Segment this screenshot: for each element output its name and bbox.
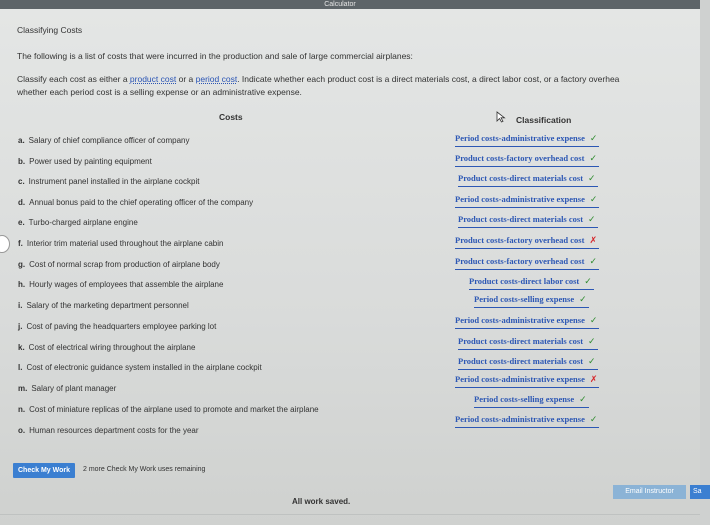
- save-submit-button[interactable]: Sa: [690, 485, 710, 499]
- cost-row-label: [18, 363, 262, 372]
- remaining-attempts-text: 2 more Check My Work uses remaining: [83, 466, 206, 473]
- collapse-panel-handle[interactable]: [0, 235, 10, 253]
- page-title: Classifying Costs: [17, 25, 83, 35]
- checkmark-icon: ✓: [589, 154, 597, 164]
- cost-row-label: [18, 280, 223, 289]
- checkmark-icon: ✓: [589, 316, 598, 326]
- classification-dropdown[interactable]: [455, 194, 599, 208]
- row-cost-text: Cost of miniature replicas of the airplane used to promote and market the airplane: [29, 405, 319, 414]
- cost-row-label: [18, 157, 152, 166]
- classification-value: Period costs-administrative expense: [455, 374, 585, 384]
- row-letter: i.: [18, 301, 23, 310]
- classification-value: Product costs-direct materials cost: [458, 214, 584, 224]
- row-letter: g.: [18, 260, 26, 269]
- classification-value: Period costs-administrative expense: [455, 414, 585, 424]
- classification-dropdown[interactable]: [455, 256, 599, 270]
- classification-dropdown[interactable]: [455, 315, 599, 329]
- classification-value: Period costs-selling expense: [474, 294, 575, 304]
- row-letter: h.: [18, 280, 26, 289]
- cost-row-label: [18, 198, 253, 207]
- classification-dropdown[interactable]: [469, 276, 594, 290]
- checkmark-icon: ✓: [584, 277, 592, 287]
- checkmark-icon: ✓: [588, 215, 596, 225]
- classification-dropdown[interactable]: [455, 235, 599, 249]
- row-letter: n.: [18, 405, 26, 414]
- email-instructor-button[interactable]: Email Instructor: [613, 485, 686, 499]
- classification-value: Period costs-selling expense: [474, 394, 575, 404]
- product-cost-term-link[interactable]: product cost: [129, 74, 177, 84]
- row-cost-text: Turbo-charged airplane engine: [28, 218, 138, 227]
- classification-value: Product costs-direct materials cost: [458, 173, 584, 183]
- row-cost-text: Hourly wages of employees that assemble the airplane: [29, 280, 224, 289]
- row-cost-text: Salary of chief compliance officer of company: [28, 136, 190, 145]
- mouse-cursor-icon: [496, 111, 506, 123]
- instructions-line1-post: . Indicate whether each product cost is a direct materials cost, a direct labor cost, or a factory overhea: [237, 74, 620, 84]
- row-letter: m.: [18, 384, 28, 393]
- assignment-page: [0, 9, 700, 525]
- classification-dropdown[interactable]: [458, 173, 598, 187]
- cost-row-label: [18, 343, 195, 352]
- cost-row-label: [18, 260, 220, 269]
- checkmark-icon: ✓: [588, 174, 596, 184]
- checkmark-icon: ✓: [589, 134, 598, 144]
- row-cost-text: Cost of electronic guidance system installed in the airplane cockpit: [26, 363, 262, 372]
- classification-value: Product costs-direct materials cost: [458, 356, 584, 366]
- footer-divider: [0, 514, 700, 515]
- cost-row-label: [18, 384, 116, 393]
- row-cost-text: Cost of paving the headquarters employee parking lot: [26, 322, 217, 331]
- row-cost-text: Cost of electrical wiring throughout the airplane: [28, 343, 196, 352]
- instructions-line2: whether each period cost is a selling expense or an administrative expense.: [17, 87, 302, 97]
- row-letter: d.: [18, 198, 26, 207]
- classification-value: Product costs-factory overhead cost: [455, 153, 585, 163]
- classification-dropdown[interactable]: [455, 374, 599, 388]
- row-letter: l.: [18, 363, 23, 372]
- cost-row-label: [18, 177, 199, 186]
- classification-value: Period costs-administrative expense: [455, 133, 585, 143]
- x-mark-icon: ✗: [589, 236, 597, 246]
- classification-column-header: Classification: [516, 115, 572, 125]
- classification-value: Period costs-administrative expense: [455, 315, 585, 325]
- row-letter: f.: [18, 239, 23, 248]
- classification-value: Product costs-factory overhead cost: [455, 235, 585, 245]
- classification-dropdown[interactable]: [455, 133, 599, 147]
- row-cost-text: Interior trim material used throughout the airplane cabin: [26, 239, 224, 248]
- checkmark-icon: ✓: [589, 257, 597, 267]
- row-letter: b.: [18, 157, 26, 166]
- cost-row-label: [18, 426, 199, 435]
- cost-row-label: [18, 136, 190, 145]
- row-cost-text: Salary of plant manager: [31, 384, 117, 393]
- classification-dropdown[interactable]: [474, 394, 589, 408]
- cost-row-label: [18, 322, 216, 331]
- checkmark-icon: ✓: [579, 295, 587, 305]
- row-cost-text: Cost of normal scrap from production of airplane body: [29, 260, 220, 269]
- row-letter: k.: [18, 343, 25, 352]
- classification-value: Product costs-direct materials cost: [458, 336, 584, 346]
- row-letter: c.: [18, 177, 25, 186]
- classification-value: Period costs-administrative expense: [455, 194, 585, 204]
- row-letter: j.: [18, 322, 23, 331]
- row-cost-text: Instrument panel installed in the airplane cockpit: [28, 177, 200, 186]
- save-status: All work saved.: [292, 497, 351, 506]
- classification-dropdown[interactable]: [458, 356, 598, 370]
- row-letter: a.: [18, 136, 25, 145]
- classification-dropdown[interactable]: [458, 336, 598, 350]
- classification-dropdown[interactable]: [458, 214, 598, 228]
- intro-text: The following is a list of costs that were incurred in the production and sale of large commercial airplanes:: [17, 51, 413, 61]
- x-mark-icon: ✗: [589, 375, 598, 385]
- row-letter: o.: [18, 426, 26, 435]
- classification-dropdown[interactable]: [455, 414, 599, 428]
- checkmark-icon: ✓: [588, 357, 596, 367]
- costs-column-header: Costs: [219, 112, 243, 122]
- row-letter: e.: [18, 218, 25, 227]
- classification-value: Product costs-direct labor cost: [469, 276, 580, 286]
- instructions-line1-pre: Classify each cost as either a: [17, 74, 130, 84]
- classification-value: Product costs-factory overhead cost: [455, 256, 585, 266]
- instructions-line1-mid: or a: [176, 74, 196, 84]
- cost-row-label: [18, 405, 319, 414]
- row-cost-text: Human resources department costs for the year: [29, 426, 199, 435]
- checkmark-icon: ✓: [589, 195, 598, 205]
- cost-row-label: [18, 301, 189, 310]
- cost-row-label: [18, 218, 138, 227]
- cost-row-label: [18, 239, 223, 248]
- checkmark-icon: ✓: [589, 415, 598, 425]
- browser-tab-label[interactable]: Calculator: [324, 1, 356, 8]
- row-cost-text: Annual bonus paid to the chief operating officer of the company: [29, 198, 254, 207]
- browser-top-bar: [0, 0, 700, 9]
- classification-dropdown[interactable]: [474, 294, 589, 308]
- period-cost-term-link[interactable]: period cost: [195, 74, 238, 84]
- checkmark-icon: ✓: [588, 337, 596, 347]
- row-cost-text: Power used by painting equipment: [29, 157, 152, 166]
- classification-dropdown[interactable]: [455, 153, 599, 167]
- checkmark-icon: ✓: [579, 395, 587, 405]
- row-cost-text: Salary of the marketing department personnel: [26, 301, 189, 310]
- check-my-work-button[interactable]: Check My Work: [13, 463, 75, 478]
- instructions: [17, 73, 707, 99]
